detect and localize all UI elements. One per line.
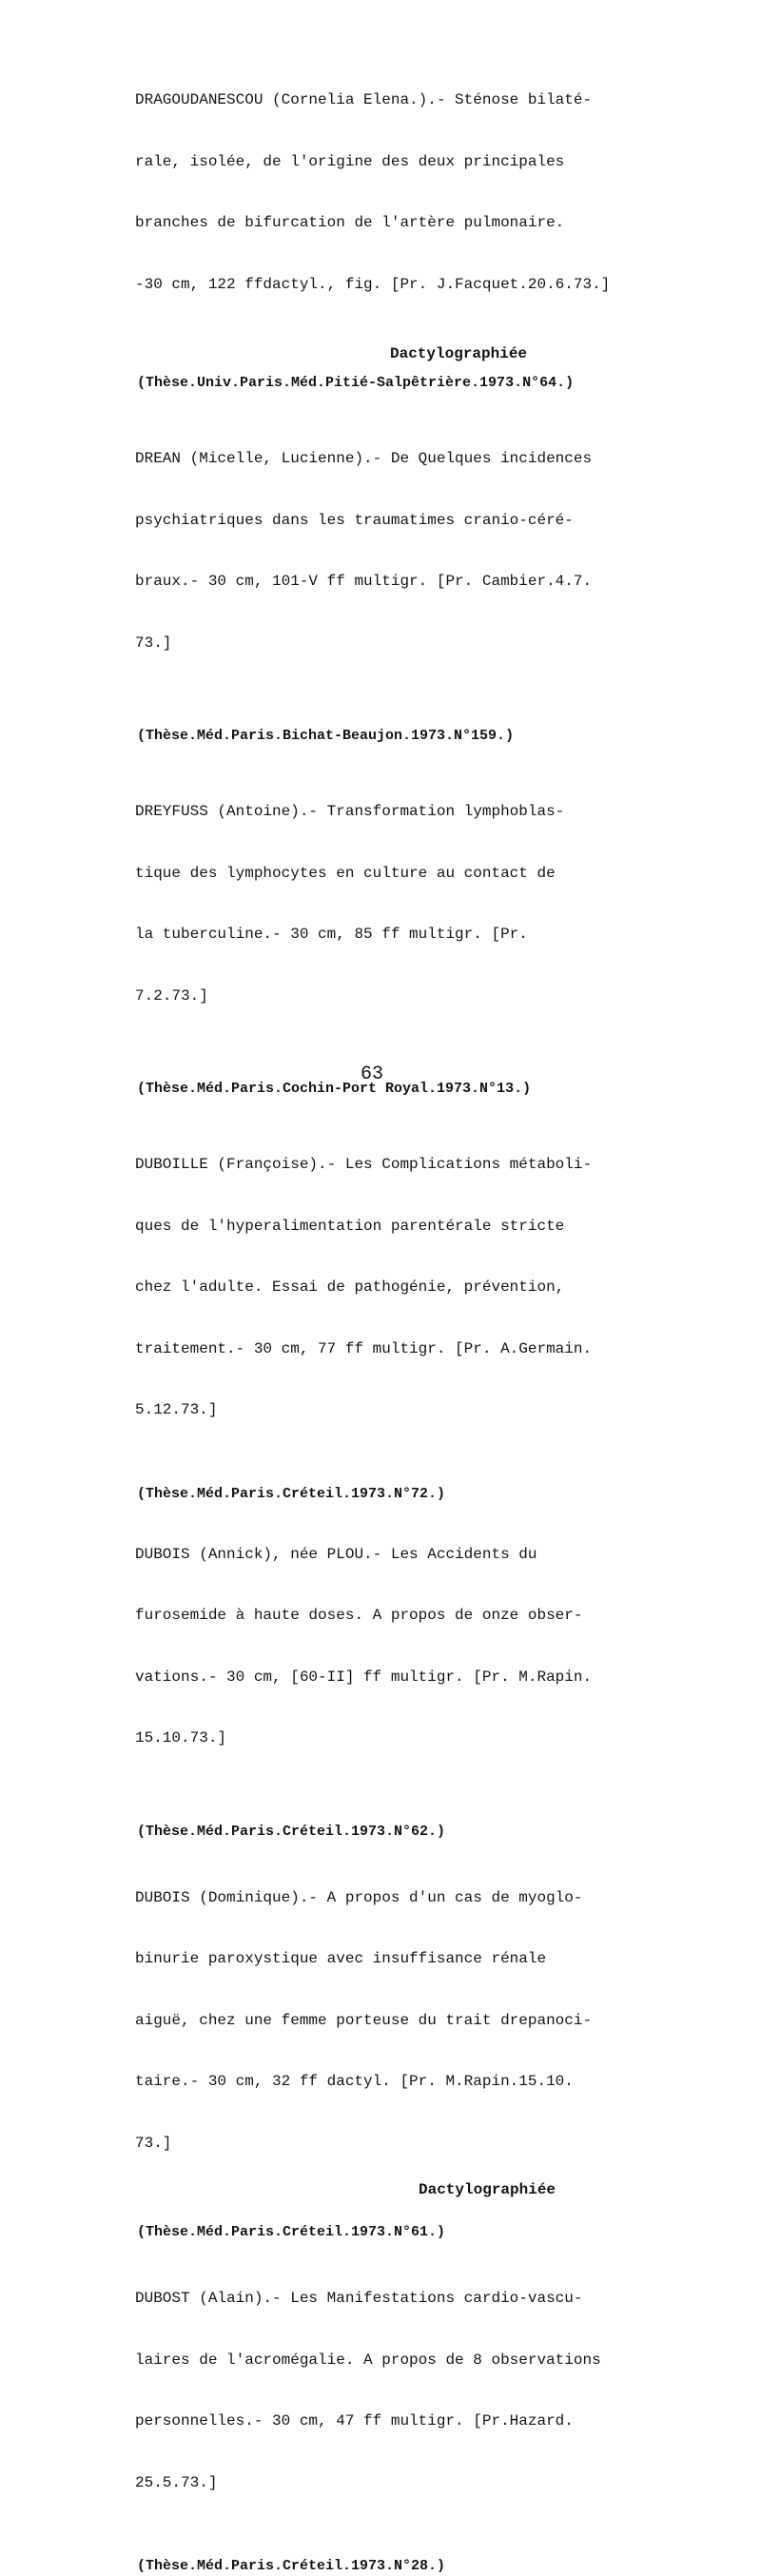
thesis-reference: (Thèse.Méd.Paris.Créteil.1973.N°62.) bbox=[137, 1823, 446, 1840]
entry-line: chez l'adulte. Essai de pathogénie, prévention, bbox=[135, 1278, 565, 1296]
entry-drean bbox=[135, 408, 654, 694]
entry-line: DUBOIS (Dominique).- A propos d'un cas de myoglo- bbox=[135, 1888, 583, 1906]
entry-dragoudanescou bbox=[135, 49, 654, 336]
entry-line: branches de bifurcation de l'artère pulmonaire. bbox=[135, 214, 565, 231]
entry-line: binurie paroxystique avec insuffisance rénale bbox=[135, 1950, 547, 1967]
entry-line: laires de l'acromégalie. A propos de 8 observations bbox=[135, 2351, 601, 2369]
thesis-reference: (Thèse.Méd.Paris.Cochin-Port Royal.1973.N°13.) bbox=[137, 1081, 532, 1097]
thesis-reference: (Thèse.Univ.Paris.Méd.Pitié-Salpêtrière.1973.N°64.) bbox=[137, 375, 575, 391]
entry-line: DRAGOUDANESCOU (Cornelia Elena.).- Sténose bilaté- bbox=[135, 91, 593, 108]
entry-line: furosemide à haute doses. A propos de onze obser- bbox=[135, 1607, 583, 1624]
thesis-reference: (Thèse.Méd.Paris.Créteil.1973.N°72.) bbox=[137, 1485, 446, 1502]
entry-line: ques de l'hyperalimentation parentérale stricte bbox=[135, 1217, 565, 1235]
entry-line: -30 cm, 122 ffdactyl., fig. [Pr. J.Facquet.20.6.73.] bbox=[135, 275, 611, 293]
typescript-note: Dactylographiée bbox=[419, 2181, 556, 2198]
entry-line: tique des lymphocytes en culture au contact de bbox=[135, 864, 556, 882]
entry-dubois-annick bbox=[135, 1504, 654, 1790]
entry-line: la tuberculine.- 30 cm, 85 ff multigr. [Pr. bbox=[135, 926, 528, 943]
entry-line: personnelles.- 30 cm, 47 ff multigr. [Pr.Hazard. bbox=[135, 2412, 574, 2430]
entry-line: DUBOILLE (Françoise).- Les Complications métaboli- bbox=[135, 1156, 593, 1173]
page-number: 63 bbox=[361, 1064, 384, 1085]
note-row bbox=[135, 336, 654, 374]
entry-dreyfuss bbox=[135, 761, 654, 1047]
entry-line: 73.] bbox=[135, 634, 172, 652]
entry-line: vations.- 30 cm, [60-II] ff multigr. [Pr. M.Rapin. bbox=[135, 1668, 593, 1686]
entry-line: psychiatriques dans les traumatimes cranio-céré- bbox=[135, 511, 574, 529]
entry-line: braux.- 30 cm, 101-V ff multigr. [Pr. Cambier.4.7. bbox=[135, 573, 593, 590]
entry-dubois-dominique bbox=[135, 1847, 654, 2195]
entry-line: DREYFUSS (Antoine).- Transformation lymphoblas- bbox=[135, 803, 565, 820]
entry-duboille bbox=[135, 1114, 654, 1462]
thesis-reference: (Thèse.Méd.Paris.Créteil.1973.N°28.) bbox=[137, 2558, 446, 2574]
entry-line: rale, isolée, de l'origine des deux principales bbox=[135, 152, 565, 170]
entry-line: traitement.- 30 cm, 77 ff multigr. [Pr. A.Germain. bbox=[135, 1339, 593, 1357]
entry-line: 7.2.73.] bbox=[135, 986, 208, 1005]
entry-line: aiguë, chez une femme porteuse du trait drepanoci- bbox=[135, 2011, 593, 2029]
entry-line: 25.5.73.] bbox=[135, 2473, 218, 2491]
bibliography-entries bbox=[135, 49, 654, 2576]
entry-line: taire.- 30 cm, 32 ff dactyl. [Pr. M.Rapin.15.10. bbox=[135, 2073, 574, 2090]
entry-line: 5.12.73.] bbox=[135, 1401, 218, 1418]
typescript-note: Dactylographiée bbox=[390, 345, 528, 362]
entry-line: 73.] bbox=[135, 2134, 172, 2152]
note-row bbox=[135, 2181, 654, 2223]
thesis-reference: (Thèse.Méd.Paris.Créteil.1973.N°61.) bbox=[137, 2224, 446, 2240]
entry-line: DUBOIS (Annick), née PLOU.- Les Accidents du bbox=[135, 1545, 537, 1563]
entry-dubost bbox=[135, 2248, 654, 2534]
entry-line: 15.10.73.] bbox=[135, 1729, 227, 1747]
entry-line: DUBOST (Alain).- Les Manifestations cardio-vascu- bbox=[135, 2290, 583, 2307]
entry-line: DREAN (Micelle, Lucienne).- De Quelques incidences bbox=[135, 450, 593, 467]
thesis-reference: (Thèse.Méd.Paris.Bichat-Beaujon.1973.N°159.) bbox=[137, 728, 515, 744]
